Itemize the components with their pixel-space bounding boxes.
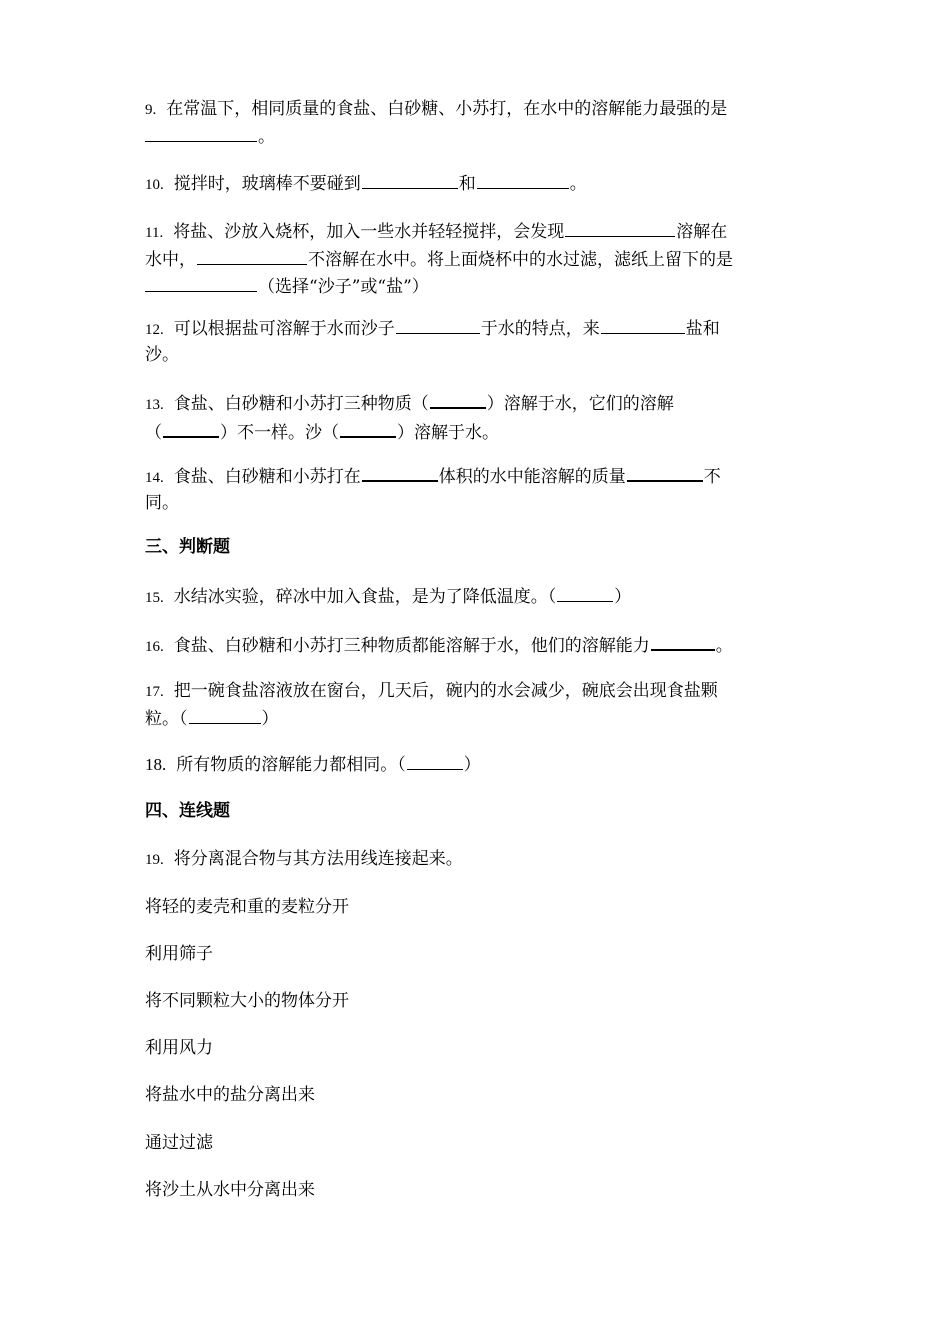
answer-blank[interactable] bbox=[197, 246, 307, 265]
question-9 bbox=[145, 97, 810, 150]
answer-blank[interactable] bbox=[145, 123, 257, 142]
question-text: ） bbox=[614, 587, 632, 607]
punctuation: 。 bbox=[569, 174, 587, 194]
answer-blank[interactable] bbox=[396, 315, 480, 334]
question-text: ）溶解于水。 bbox=[397, 423, 499, 443]
question-number: 10. bbox=[145, 177, 164, 193]
question-17 bbox=[145, 679, 810, 732]
question-text: ）溶解于水，它们的溶解 bbox=[486, 394, 674, 414]
answer-blank[interactable] bbox=[340, 418, 396, 438]
question-text: 于水的特点，来 bbox=[480, 319, 600, 339]
match-item[interactable]: 将轻的麦壳和重的麦粒分开 bbox=[145, 897, 349, 917]
question-text: 将分离混合物与其方法用线连接起来。 bbox=[173, 849, 463, 869]
question-11 bbox=[145, 218, 810, 300]
match-item[interactable]: 将不同颗粒大小的物体分开 bbox=[145, 991, 349, 1011]
question-number: 13. bbox=[145, 397, 164, 413]
question-text: 溶解在 bbox=[676, 222, 728, 242]
question-text: 水结冰实验，碎冰中加入食盐，是为了降低温度。（ bbox=[173, 587, 557, 607]
question-18 bbox=[145, 751, 810, 778]
answer-blank[interactable] bbox=[601, 315, 685, 334]
answer-blank[interactable] bbox=[163, 418, 219, 438]
question-text: （ bbox=[145, 423, 162, 443]
question-text: 和 bbox=[458, 174, 476, 194]
match-item[interactable]: 通过过滤 bbox=[145, 1133, 213, 1153]
question-text: 食盐、白砂糖和小苏打在 bbox=[173, 467, 361, 487]
question-text: 所有物质的溶解能力都相同。（ bbox=[176, 755, 406, 775]
question-text: 盐和 bbox=[685, 319, 720, 339]
question-number: 12. bbox=[145, 322, 164, 338]
question-text: 可以根据盐可溶解于水而沙子 bbox=[173, 319, 395, 339]
question-number: 17. bbox=[145, 684, 164, 700]
answer-blank[interactable] bbox=[362, 462, 438, 482]
question-number: 16. bbox=[145, 639, 164, 655]
answer-blank[interactable] bbox=[407, 751, 463, 770]
answer-blank[interactable] bbox=[651, 631, 715, 651]
question-text: 食盐、白砂糖和小苏打三种物质（ bbox=[173, 394, 429, 414]
question-text: 食盐、白砂糖和小苏打三种物质都能溶解于水，他们的溶解能力 bbox=[173, 636, 650, 656]
answer-blank[interactable] bbox=[627, 462, 703, 482]
answer-blank[interactable] bbox=[362, 170, 458, 189]
question-text: 沙。 bbox=[145, 345, 179, 365]
answer-blank[interactable] bbox=[189, 705, 261, 724]
question-text: 同。 bbox=[145, 493, 179, 513]
question-number: 15. bbox=[145, 590, 164, 606]
answer-blank[interactable] bbox=[477, 170, 569, 189]
question-text: 在常温下，相同质量的食盐、白砂糖、小苏打，在水中的溶解能力最强的是 bbox=[166, 99, 728, 119]
question-13 bbox=[145, 389, 810, 446]
question-19 bbox=[145, 847, 810, 873]
question-text: 粒。（ bbox=[145, 709, 188, 729]
answer-blank[interactable] bbox=[145, 273, 257, 292]
question-12 bbox=[145, 315, 810, 368]
question-text: 不溶解在水中。将上面烧杯中的水过滤，滤纸上留下的是 bbox=[308, 250, 733, 270]
question-16 bbox=[145, 631, 810, 660]
question-text: 把一碗食盐溶液放在窗台，几天后，碗内的水会减少，碗底会出现食盐颗 bbox=[173, 681, 718, 701]
question-text: ） bbox=[261, 709, 279, 729]
question-text: 水中， bbox=[145, 250, 196, 270]
punctuation: 。 bbox=[258, 127, 275, 147]
question-14 bbox=[145, 462, 810, 516]
question-text: 将盐、沙放入烧杯，加入一些水并轻轻搅拌，会发现 bbox=[173, 222, 565, 242]
question-number: 14. bbox=[145, 470, 164, 486]
question-15 bbox=[145, 583, 810, 611]
question-text: ）不一样。沙（ bbox=[220, 423, 339, 443]
question-text: ） bbox=[463, 755, 481, 775]
question-number: 18. bbox=[145, 755, 167, 774]
answer-blank[interactable] bbox=[557, 583, 613, 602]
question-text: 搅拌时，玻璃棒不要碰到 bbox=[173, 174, 361, 194]
answer-blank[interactable] bbox=[430, 389, 486, 409]
section-heading-judgement: 三、判断题 bbox=[145, 537, 230, 557]
question-text: （选择“沙子”或“盐”） bbox=[258, 277, 429, 297]
answer-blank[interactable] bbox=[565, 218, 675, 237]
match-item[interactable]: 利用筛子 bbox=[145, 944, 213, 964]
question-number: 11. bbox=[145, 225, 164, 241]
question-text: 体积的水中能溶解的质量 bbox=[438, 467, 626, 487]
question-number: 9. bbox=[145, 102, 157, 118]
question-10 bbox=[145, 170, 810, 198]
question-number: 19. bbox=[145, 852, 164, 868]
match-item[interactable]: 将沙土从水中分离出来 bbox=[145, 1180, 315, 1200]
section-heading-matching: 四、连线题 bbox=[145, 801, 230, 821]
match-item[interactable]: 利用风力 bbox=[145, 1038, 213, 1058]
match-item[interactable]: 将盐水中的盐分离出来 bbox=[145, 1085, 315, 1105]
punctuation: 。 bbox=[715, 636, 733, 656]
question-text: 不 bbox=[703, 467, 721, 487]
